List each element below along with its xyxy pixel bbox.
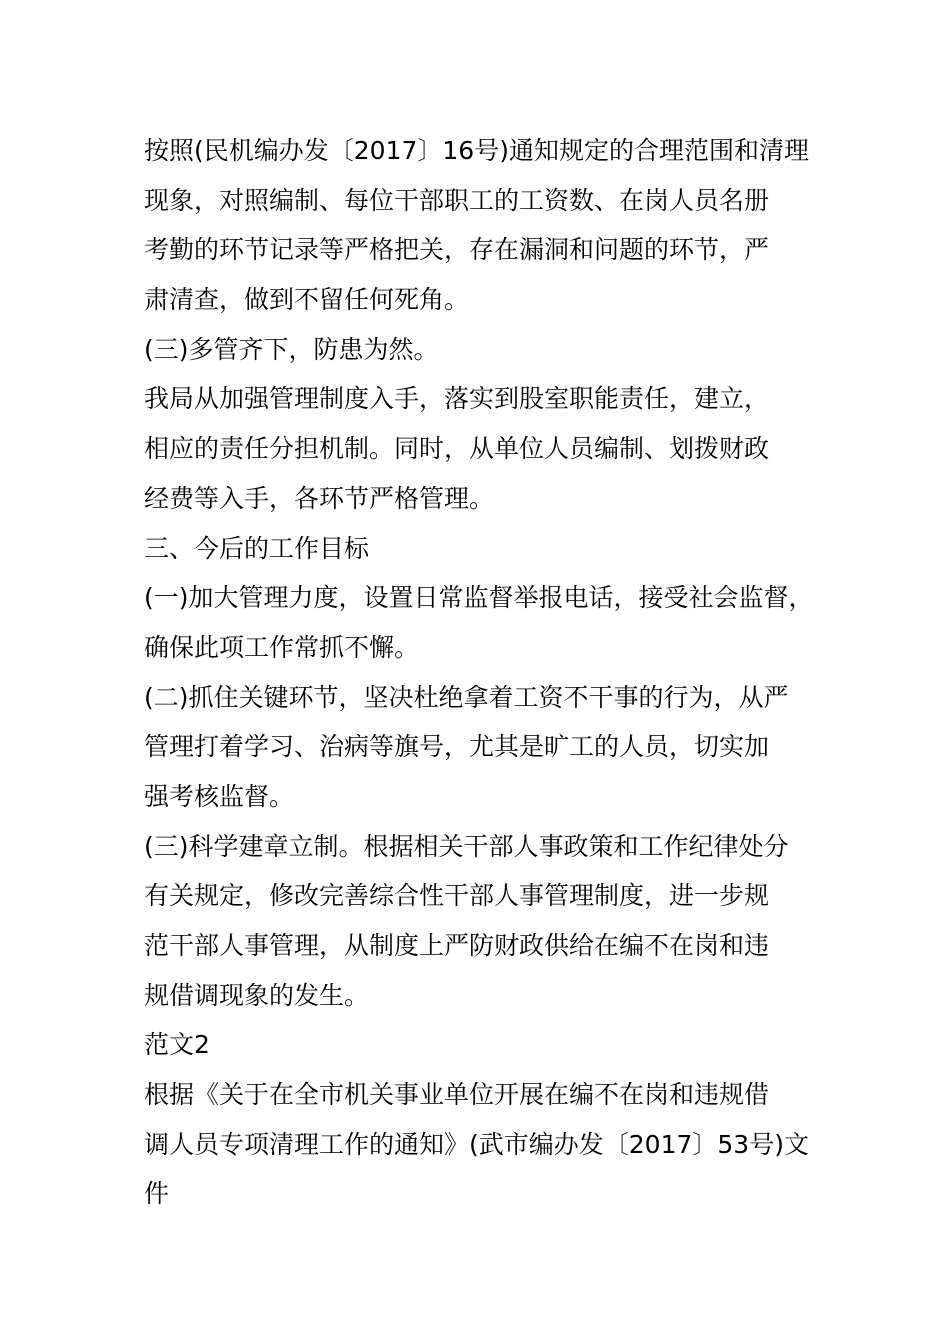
text-line: 范干部人事管理，从制度上严防财政供给在编不在岗和违 [144,931,770,960]
text-line: 规借调现象的发生。 [144,980,370,1010]
text-line: 根据《关于在全市机关事业单位开展在编不在岗和违规借 [144,1080,770,1110]
text-line: 肃清查，做到不留任何死角。 [144,285,470,315]
text-line: 调人员专项清理工作的通知》(武市编办发〔2017〕53号)文 [144,1129,809,1159]
text-line: 件 [144,1179,170,1209]
text-line: 按照(民机编办发〔2017〕16号)通知规定的合理范围和清理 [144,136,809,165]
text-line: 我局从加强管理制度入手，落实到股室职能责任，建立， [144,384,770,414]
text-line: 相应的责任分担机制。同时，从单位人员编制、划拨财政 [144,434,770,464]
document-body [144,126,844,1219]
text-line: 确保此项工作常抓不懈。 [144,632,420,662]
text-line: 现象，对照编制、每位干部职工的工资数、在岗人员名册 [144,185,770,215]
text-line: (二)抓住关键环节，坚决杜绝拿着工资不干事的行为，从严 [144,682,789,712]
section-heading: 范文2 [144,1030,210,1060]
text-line: 管理打着学习、治病等旗号，尤其是旷工的人员，切实加 [144,732,770,762]
section-heading: (三)多管齐下，防患为然。 [144,334,439,364]
text-line: 有关规定，修改完善综合性干部人事管理制度，进一步规 [144,881,770,911]
text-line: 考勤的环节记录等严格把关，存在漏洞和问题的环节，严 [144,235,770,265]
text-line: 经费等入手，各环节严格管理。 [144,483,495,513]
section-heading: 三、今后的工作目标 [144,533,370,563]
text-line: (一)加大管理力度，设置日常监督举报电话，接受社会监督， [144,583,814,613]
text-line: 强考核监督。 [144,781,295,811]
text-line: (三)科学建章立制。根据相关干部人事政策和工作纪律处分 [144,831,789,861]
